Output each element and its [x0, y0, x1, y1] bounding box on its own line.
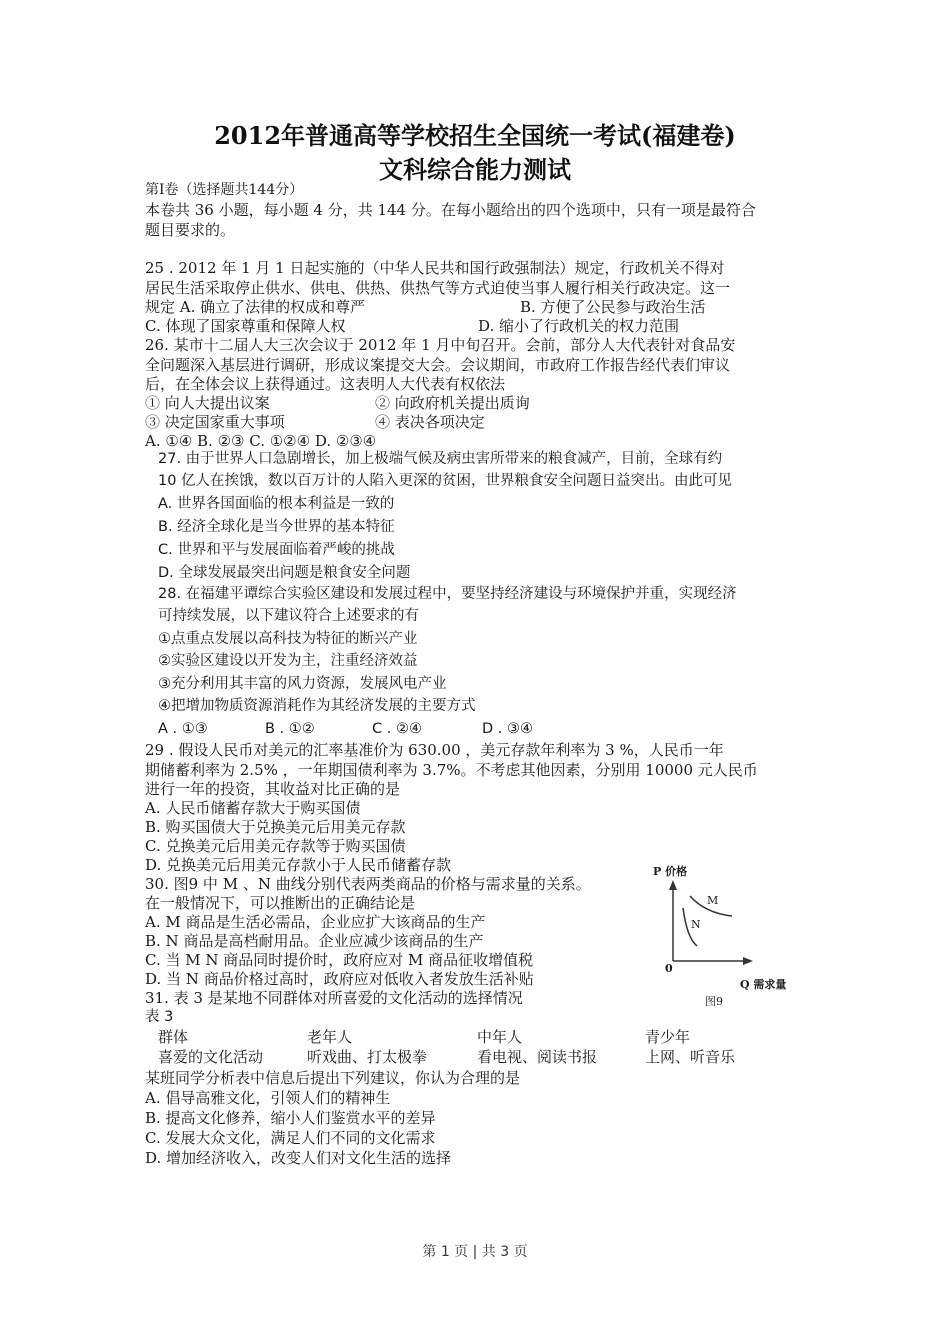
instructions-line: 题目要求的。 [145, 221, 236, 239]
question-text: 27. 由于世界人口急剧增长，加上极端气候及病虫害所带来的粮食减产，目前，全球有约 [158, 451, 723, 467]
option-d: D . ③④ [482, 721, 533, 737]
x-axis-label: Q 需求量 [740, 978, 787, 991]
origin-label: 0 [665, 962, 673, 975]
option-c: C. 体现了国家尊重和保障人权 [145, 317, 346, 335]
exam-title: 2012年普通高等学校招生全国统一考试(福建卷) [214, 121, 736, 150]
question-text: 全问题深入基层进行调研，形成议案提交大会。会议期间，市政府工作报告经代表们审议 [145, 356, 731, 374]
table-header-cell: 中年人 [477, 1028, 523, 1046]
page-footer: 第 1 页 | 共 3 页 [422, 1244, 528, 1260]
exam-subtitle: 文科综合能力测试 [379, 155, 571, 184]
option-b: B. 方便了公民参与政治生活 [520, 298, 706, 316]
option-c: C. 发展大众文化，满足人们不同的文化需求 [145, 1129, 436, 1147]
option-d: D. 缩小了行政机关的权力范围 [478, 317, 680, 335]
option-b: B. 提高文化修养，缩小人们鉴赏水平的差异 [145, 1109, 436, 1127]
table-cell: 上网、听音乐 [645, 1048, 736, 1066]
option-b: B. 购买国债大于兑换美元后用美元存款 [145, 818, 406, 836]
section-heading: 第Ⅰ卷（选择题共144分） [145, 182, 304, 198]
option-a: A . ①③ [158, 721, 208, 737]
option-d: D. 全球发展最突出问题是粮食安全问题 [158, 565, 411, 581]
question-prompt: 某班同学分析表中信息后提出下列建议，你认为合理的是 [145, 1069, 521, 1087]
option-a: A. 倡导高雅文化，引领人们的精神生 [145, 1089, 391, 1107]
figure-9-demand-curves [645, 858, 795, 1008]
table-caption: 表 3 [145, 1009, 174, 1025]
answer-options: A. ①④ B. ②③ C. ①②④ D. ②③④ [145, 432, 377, 450]
table-cell: 听戏曲、打太极拳 [307, 1048, 428, 1066]
question-text: 26. 某市十二届人大三次会议于 2012 年 1 月中旬召开。会前，部分人大代表针对食品安 [145, 336, 736, 354]
table-cell: 看电视、阅读书报 [477, 1048, 598, 1066]
question-text: 在一般情况下，可以推断出的正确结论是 [145, 894, 416, 912]
statement-4: ④把增加物质资源消耗作为其经济发展的主要方式 [158, 698, 476, 714]
question-text: 10 亿人在挨饿，数以百万计的人陷入更深的贫困，世界粮食安全问题日益突出。由此可见 [158, 473, 733, 489]
question-text: 居民生活采取停止供水、供电、供热、供热气等方式迫使当事人履行相关行政决定。这一 [145, 279, 731, 297]
statement-1: ① 向人大提出议案 [145, 394, 270, 412]
table-header-cell: 群体 [158, 1028, 189, 1046]
option-b: B. 经济全球化是当今世界的基本特征 [158, 519, 395, 535]
option-a: A. 世界各国面临的根本利益是一致的 [158, 496, 395, 512]
question-text: 后，在全体会议上获得通过。这表明人大代表有权依法 [145, 375, 506, 393]
option-c: C . ②④ [372, 721, 422, 737]
question-text: 25 . 2012 年 1 月 1 日起实施的（中华人民共和国行政强制法）规定，行政机关不得对 [145, 259, 725, 277]
question-text: 31. 表 3 是某地不同群体对所喜爱的文化活动的选择情况 [145, 989, 523, 1007]
statement-4: ④ 表决各项决定 [375, 413, 485, 431]
figure-caption: 图9 [705, 995, 723, 1008]
y-axis-label: P 价格 [653, 865, 688, 878]
option-c: C. 世界和平与发展面临着严峻的挑战 [158, 542, 395, 558]
statement-2: ② 向政府机关提出质询 [375, 394, 530, 412]
question-text: 进行一年的投资，其收益对比正确的是 [145, 780, 401, 798]
curve-n-label: N [691, 918, 701, 931]
option-a: A. 人民币储蓄存款大于购买国债 [145, 799, 361, 817]
question-text: 28. 在福建平谭综合实验区建设和发展过程中，要坚持经济建设与环境保护并重，实现经济 [158, 586, 737, 602]
statement-3: ③充分利用其丰富的风力资源，发展风电产业 [158, 676, 447, 692]
question-text: 30. 图9 中 M 、N 曲线分别代表两类商品的价格与需求量的关系。 [145, 875, 591, 893]
option-d: D. 增加经济收入，改变人们对文化生活的选择 [145, 1149, 452, 1167]
table-header-cell: 青少年 [645, 1028, 691, 1046]
question-text: 期储蓄利率为 2.5% ，一年期国债利率为 3.7%。不考虑其他因素，分别用 10000 元人民币 [145, 761, 758, 779]
option-d: D. 当 N 商品价格过高时，政府应对低收入者发放生活补贴 [145, 970, 534, 988]
question-text: 29 . 假设人民币对美元的汇率基准价为 630.00 ，美元存款年利率为 3 %，人民币一年 [145, 741, 724, 759]
option-a: 规定 A. 确立了法律的权成和尊严 [145, 298, 366, 316]
option-d: D. 兑换美元后用美元存款小于人民币储蓄存款 [145, 856, 452, 874]
option-c: C. 当 M N 商品同时提价时，政府应对 M 商品征收增值税 [145, 951, 534, 969]
table-header-cell: 老年人 [307, 1028, 353, 1046]
instructions-line: 本卷共 36 小题，每小题 4 分，共 144 分。在每小题给出的四个选项中，只有一项是最符合 [145, 201, 756, 219]
option-c: C. 兑换美元后用美元存款等于购买国债 [145, 837, 406, 855]
curve-m-label: M [707, 894, 719, 907]
statement-2: ②实验区建设以开发为主，注重经济效益 [158, 653, 418, 669]
statement-3: ③ 决定国家重大事项 [145, 413, 285, 431]
statement-1: ①点重点发展以高科技为特征的断兴产业 [158, 631, 418, 647]
option-b: B . ①② [265, 721, 315, 737]
option-a: A. M 商品是生活必需品，企业应扩大该商品的生产 [145, 913, 486, 931]
option-b: B. N 商品是高档耐用品。企业应减少该商品的生产 [145, 932, 484, 950]
question-text: 可持续发展，以下建议符合上述要求的有 [158, 608, 419, 624]
table-cell: 喜爱的文化活动 [158, 1048, 264, 1066]
